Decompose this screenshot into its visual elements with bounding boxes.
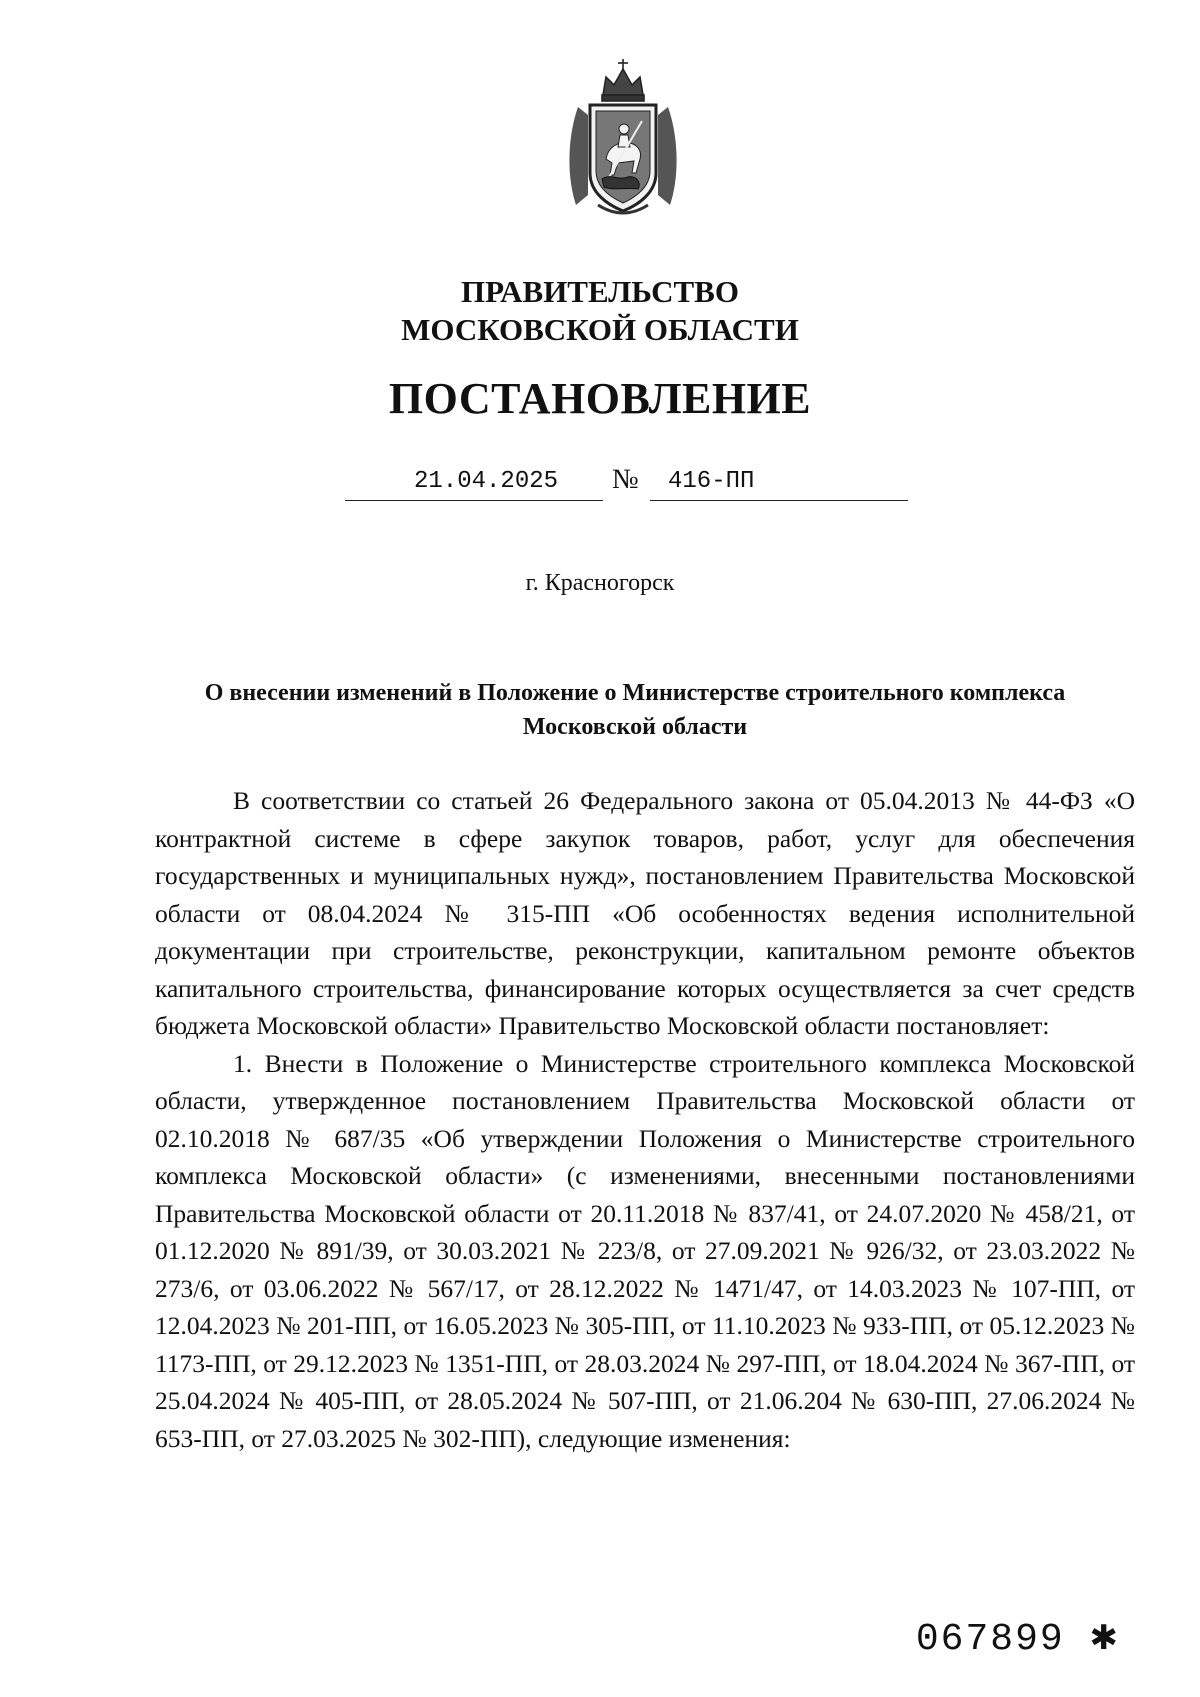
date-underline xyxy=(345,500,603,501)
document-number: 416-ПП xyxy=(668,468,755,495)
serial-number xyxy=(916,1618,1120,1661)
document-subject: О внесении изменений в Положение о Министерстве строительного комплекса Московской области xyxy=(204,680,1066,740)
government-title-line2: МОСКОВСКОЙ ОБЛАСТИ xyxy=(401,312,799,347)
number-sign: № xyxy=(612,464,639,495)
city: г. Красногорск xyxy=(525,570,675,596)
government-title-line1: ПРАВИТЕЛЬСТВО xyxy=(461,274,739,309)
document-date: 21.04.2025 xyxy=(414,468,559,495)
paragraph-preamble: В соответствии со статьей 26 Федерального закона от 05.04.2013 № 44-ФЗ «О контрактной системе в сфере закупок товаров, работ, услуг для обеспечения государственных и муниципальных нужд», постановлением Правительства Московской области от 08.04.2024 № 315-ПП «Об особенностях ведения исполнительной документации при строительстве, реконструкции, капитальном ремонте объектов капитального строительства, финансирование которых осуществляется за счет средств бюджета Московской области» Правительство Московской области постановляет: xyxy=(155,786,1135,1040)
serial-number-value: 067899 xyxy=(915,1618,1065,1661)
date-number-row xyxy=(0,464,1200,508)
document-body xyxy=(155,782,1135,1457)
asterisk-mark-icon: ✱ xyxy=(1089,1618,1120,1658)
paragraph-item-1: 1. Внести в Положение о Министерстве строительного комплекса Московской области, утвержденное постановлением Правительства Московской области от 02.10.2018 № 687/35 «Об утверждении Положения о Министерстве строительного комплекса Московской области» (с изменениями, внесенными постановлениями Правительства Московской области от 20.11.2018 № 837/41, от 24.07.2020 № 458/21, от 01.12.2020 № 891/39, от 30.03.2021 № 223/8, от 27.09.2021 № 926/32, от 23.03.2022 № 273/6, от 03.06.2022 № 567/17, от 28.12.2022 № 1471/47, от 14.03.2023 № 107-ПП, от 12.04.2023 № 201-ПП, от 16.05.2023 № 305-ПП, от 11.10.2023 № 933-ПП, от 05.12.2023 № 1173-ПП, от 29.12.2023 № 1351-ПП, от 28.03.2024 № 297-ПП, от 18.04.2024 № 367-ПП, от 25.04.2024 № 405-ПП, от 28.05.2024 № 507-ПП, от 21.06.204 № 630-ПП, 27.06.2024 № 653-ПП, от 27.03.2025 № 302-ПП), следующие изменения: xyxy=(155,1048,1135,1453)
document-type: ПОСТАНОВЛЕНИЕ xyxy=(388,374,812,423)
coat-of-arms-icon xyxy=(558,55,688,220)
number-underline xyxy=(650,500,908,501)
